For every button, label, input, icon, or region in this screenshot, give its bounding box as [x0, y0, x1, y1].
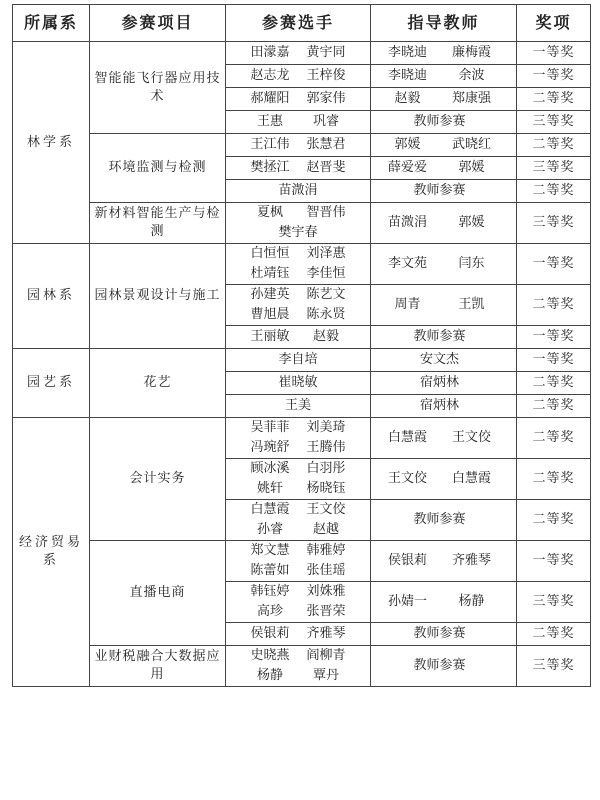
- award-cell: 三等奖: [517, 646, 591, 687]
- teacher-name: 齐雅琴: [451, 553, 491, 568]
- student-name: 侯银莉: [250, 626, 290, 641]
- students-cell: [226, 646, 371, 687]
- student-line: [230, 89, 366, 109]
- student-name: 黄宇同: [306, 45, 346, 60]
- teacher-name: 李文苑: [387, 256, 427, 271]
- student-name: 苗溦涓: [278, 183, 318, 198]
- department-cell: 林学系: [13, 42, 90, 244]
- student-line: [230, 285, 366, 305]
- student-name: 王惠: [256, 114, 283, 129]
- students-cell: [226, 372, 371, 395]
- teacher-name: 侯银莉: [387, 553, 427, 568]
- student-name: 曹旭晨: [250, 307, 290, 322]
- teachers-cell: [371, 244, 517, 285]
- student-line: [230, 418, 366, 438]
- department-cell: 经济贸易系: [13, 418, 90, 687]
- project-cell: 花艺: [90, 349, 226, 418]
- award-cell: 二等奖: [517, 395, 591, 418]
- teacher-name: 教师参赛: [413, 626, 466, 641]
- project-cell: 业财税融合大数据应用: [90, 646, 226, 687]
- teacher-name: 杨静: [458, 594, 485, 609]
- award-cell: 二等奖: [517, 134, 591, 157]
- table-row: [13, 418, 591, 459]
- teacher-name: 教师参赛: [413, 114, 466, 129]
- student-line: [230, 244, 366, 264]
- teachers-cell: [371, 65, 517, 88]
- student-name: 吴菲菲: [250, 420, 290, 435]
- teachers-cell: [371, 42, 517, 65]
- student-name: 郭家伟: [306, 91, 346, 106]
- teachers-cell: [371, 326, 517, 349]
- student-line: [230, 479, 366, 499]
- header-teachers: 指导教师: [371, 5, 517, 42]
- teacher-name: 郑康强: [451, 91, 491, 106]
- student-name: 韩钰婷: [250, 584, 290, 599]
- award-cell: 一等奖: [517, 541, 591, 582]
- award-cell: 二等奖: [517, 500, 591, 541]
- student-line: [230, 520, 366, 540]
- student-line: [230, 43, 366, 63]
- student-name: 王腾伟: [306, 440, 346, 455]
- teacher-name: 武晓红: [451, 137, 491, 152]
- student-name: 陈蕾如: [250, 563, 290, 578]
- project-cell: 直播电商: [90, 541, 226, 646]
- project-cell: 智能能飞行器应用技术: [90, 42, 226, 134]
- table-row: [13, 42, 591, 65]
- teacher-name: 廉梅霞: [451, 45, 491, 60]
- students-cell: [226, 203, 371, 244]
- teacher-name: 郭媛: [458, 160, 485, 175]
- students-cell: [226, 623, 371, 646]
- student-name: 王江伟: [250, 137, 290, 152]
- student-name: 赵志龙: [250, 68, 290, 83]
- student-line: [230, 541, 366, 561]
- teacher-name: 王凯: [458, 297, 485, 312]
- teacher-name: 教师参赛: [413, 183, 466, 198]
- award-cell: 二等奖: [517, 418, 591, 459]
- student-line: [230, 666, 366, 686]
- project-cell: 园林景观设计与施工: [90, 244, 226, 349]
- students-cell: [226, 582, 371, 623]
- student-line: [230, 602, 366, 622]
- student-name: 夏枫: [256, 205, 283, 220]
- award-cell: 三等奖: [517, 111, 591, 134]
- teachers-cell: [371, 623, 517, 646]
- student-name: 冯琬舒: [250, 440, 290, 455]
- teachers-cell: [371, 88, 517, 111]
- teacher-name: 余波: [458, 68, 485, 83]
- student-line: [230, 223, 366, 243]
- students-cell: [226, 418, 371, 459]
- student-line: [230, 624, 366, 644]
- teacher-name: 孙婧一: [387, 594, 427, 609]
- student-name: 韩雅婷: [306, 543, 346, 558]
- teachers-cell: [371, 500, 517, 541]
- student-line: [230, 373, 366, 393]
- award-cell: 三等奖: [517, 582, 591, 623]
- student-name: 孙睿: [256, 522, 283, 537]
- project-cell: 环境监测与检测: [90, 134, 226, 203]
- student-name: 赵晋斐: [306, 160, 346, 175]
- header-project: 参赛项目: [90, 5, 226, 42]
- students-cell: [226, 459, 371, 500]
- student-name: 杨静: [256, 668, 283, 683]
- students-cell: [226, 180, 371, 203]
- student-name: 刘美琦: [306, 420, 346, 435]
- students-cell: [226, 326, 371, 349]
- student-line: [230, 264, 366, 284]
- teacher-name: 宿炳林: [419, 375, 459, 390]
- teachers-cell: [371, 541, 517, 582]
- teacher-name: 教师参赛: [413, 512, 466, 527]
- teacher-name: 郭媛: [394, 137, 421, 152]
- student-line: [230, 158, 366, 178]
- award-cell: 一等奖: [517, 244, 591, 285]
- student-line: [230, 438, 366, 458]
- student-name: 刘姝雅: [306, 584, 346, 599]
- student-name: 阎柳青: [306, 648, 346, 663]
- student-name: 白恒恒: [250, 246, 290, 261]
- student-name: 张佳瑶: [306, 563, 346, 578]
- students-cell: [226, 541, 371, 582]
- project-cell: 会计实务: [90, 418, 226, 541]
- student-name: 赵毅: [312, 329, 339, 344]
- student-name: 王丽敏: [250, 329, 290, 344]
- teacher-name: 王文佼: [451, 430, 491, 445]
- teacher-name: 教师参赛: [413, 658, 466, 673]
- student-line: [230, 500, 366, 520]
- header-department: 所属系: [13, 5, 90, 42]
- award-cell: 三等奖: [517, 157, 591, 180]
- award-cell: 二等奖: [517, 285, 591, 326]
- header-students: 参赛选手: [226, 5, 371, 42]
- header-award: 奖项: [517, 5, 591, 42]
- student-line: [230, 181, 366, 201]
- student-name: 郑文慧: [250, 543, 290, 558]
- student-line: [230, 305, 366, 325]
- students-cell: [226, 134, 371, 157]
- teacher-name: 王文佼: [387, 471, 427, 486]
- teacher-name: 白慧霞: [451, 471, 491, 486]
- students-cell: [226, 157, 371, 180]
- students-cell: [226, 111, 371, 134]
- table-body: [13, 42, 591, 687]
- student-name: 姚轩: [256, 481, 283, 496]
- student-line: [230, 350, 366, 370]
- student-line: [230, 135, 366, 155]
- student-name: 张晋荣: [306, 604, 346, 619]
- student-line: [230, 396, 366, 416]
- department-cell: 园林系: [13, 244, 90, 349]
- student-name: 白慧霞: [250, 502, 290, 517]
- student-name: 杜靖钰: [250, 266, 290, 281]
- student-line: [230, 112, 366, 132]
- student-line: [230, 561, 366, 581]
- student-name: 白羽彤: [306, 461, 346, 476]
- students-cell: [226, 395, 371, 418]
- students-cell: [226, 42, 371, 65]
- table-row: [13, 203, 591, 244]
- teacher-name: 周青: [394, 297, 421, 312]
- student-name: 李佳恒: [306, 266, 346, 281]
- teacher-name: 白慧霞: [387, 430, 427, 445]
- teachers-cell: [371, 646, 517, 687]
- teachers-cell: [371, 157, 517, 180]
- award-cell: 一等奖: [517, 326, 591, 349]
- students-cell: [226, 65, 371, 88]
- teachers-cell: [371, 372, 517, 395]
- student-name: 崔晓敏: [278, 375, 318, 390]
- teachers-cell: [371, 582, 517, 623]
- student-name: 史晓燕: [250, 648, 290, 663]
- student-line: [230, 203, 366, 223]
- student-name: 陈艺文: [306, 287, 346, 302]
- teachers-cell: [371, 180, 517, 203]
- teachers-cell: [371, 459, 517, 500]
- teacher-name: 教师参赛: [413, 329, 466, 344]
- award-cell: 三等奖: [517, 203, 591, 244]
- student-name: 顾冰溪: [250, 461, 290, 476]
- student-name: 覃丹: [312, 668, 339, 683]
- student-name: 王文佼: [306, 502, 346, 517]
- student-name: 王梓俊: [306, 68, 346, 83]
- table-row: [13, 646, 591, 687]
- teacher-name: 闫东: [458, 256, 485, 271]
- student-line: [230, 582, 366, 602]
- student-name: 李自培: [278, 352, 318, 367]
- table-row: [13, 134, 591, 157]
- teachers-cell: [371, 203, 517, 244]
- student-line: [230, 66, 366, 86]
- student-name: 杨晓钰: [306, 481, 346, 496]
- students-cell: [226, 349, 371, 372]
- teacher-name: 宿炳林: [419, 398, 459, 413]
- teacher-name: 赵毅: [394, 91, 421, 106]
- table-row: [13, 244, 591, 285]
- award-cell: 二等奖: [517, 623, 591, 646]
- table-row: [13, 349, 591, 372]
- student-name: 齐雅琴: [306, 626, 346, 641]
- student-name: 孙建英: [250, 287, 290, 302]
- student-name: 智晋伟: [306, 205, 346, 220]
- award-cell: 二等奖: [517, 372, 591, 395]
- teacher-name: 安文杰: [419, 352, 459, 367]
- student-name: 王美: [284, 398, 311, 413]
- student-name: 高珍: [256, 604, 283, 619]
- award-cell: 一等奖: [517, 42, 591, 65]
- students-cell: [226, 244, 371, 285]
- student-line: [230, 646, 366, 666]
- teacher-name: 苗溦涓: [387, 215, 427, 230]
- teachers-cell: [371, 285, 517, 326]
- award-cell: 一等奖: [517, 349, 591, 372]
- students-cell: [226, 285, 371, 326]
- award-cell: 二等奖: [517, 88, 591, 111]
- teacher-name: 李晓迪: [387, 45, 427, 60]
- teachers-cell: [371, 349, 517, 372]
- student-name: 田濛嘉: [250, 45, 290, 60]
- teachers-cell: [371, 134, 517, 157]
- teacher-name: 薛爱爱: [387, 160, 427, 175]
- teachers-cell: [371, 395, 517, 418]
- students-cell: [226, 88, 371, 111]
- award-cell: 一等奖: [517, 65, 591, 88]
- student-name: 巩睿: [312, 114, 339, 129]
- award-cell: 二等奖: [517, 180, 591, 203]
- student-name: 郝耀阳: [250, 91, 290, 106]
- student-line: [230, 327, 366, 347]
- student-name: 刘泽惠: [306, 246, 346, 261]
- student-name: 樊拯江: [250, 160, 290, 175]
- header-row: [13, 5, 591, 42]
- department-cell: 园艺系: [13, 349, 90, 418]
- awards-table: [12, 4, 591, 687]
- student-name: 赵越: [312, 522, 339, 537]
- student-name: 张慧君: [306, 137, 346, 152]
- teacher-name: 李晓迪: [387, 68, 427, 83]
- teacher-name: 郭媛: [458, 215, 485, 230]
- student-line: [230, 459, 366, 479]
- award-cell: 二等奖: [517, 459, 591, 500]
- students-cell: [226, 500, 371, 541]
- student-name: 陈永贤: [306, 307, 346, 322]
- student-name: 樊宇春: [278, 225, 318, 240]
- teachers-cell: [371, 418, 517, 459]
- table-row: [13, 541, 591, 582]
- project-cell: 新材料智能生产与检测: [90, 203, 226, 244]
- teachers-cell: [371, 111, 517, 134]
